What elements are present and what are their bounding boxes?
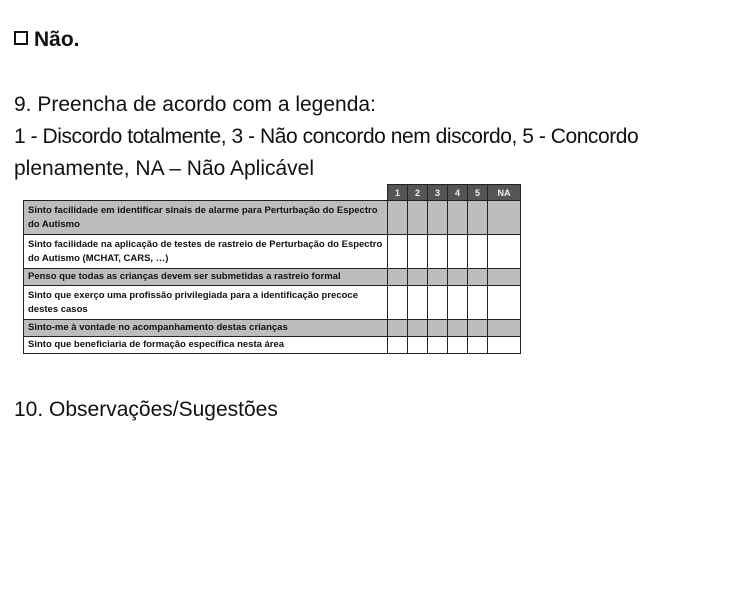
likert-table <box>23 184 521 354</box>
answer-cell-3[interactable] <box>428 269 448 286</box>
answer-cell-5[interactable] <box>468 337 488 354</box>
scale-header-3: 3 <box>428 185 448 201</box>
answer-cell-4[interactable] <box>448 269 468 286</box>
answer-cell-1[interactable] <box>388 235 408 269</box>
row-statement: Sinto que exerço uma profissão privilegiada para a identificação precoce destes casos <box>24 286 388 320</box>
checkbox-icon[interactable] <box>14 31 28 45</box>
answer-cell-4[interactable] <box>448 337 468 354</box>
scale-header-5: 5 <box>468 185 488 201</box>
answer-cell-1[interactable] <box>388 320 408 337</box>
answer-cell-5[interactable] <box>468 235 488 269</box>
answer-cell-na[interactable] <box>488 269 521 286</box>
answer-cell-na[interactable] <box>488 201 521 235</box>
scale-header-2: 2 <box>408 185 428 201</box>
answer-cell-2[interactable] <box>408 286 428 320</box>
answer-cell-1[interactable] <box>388 269 408 286</box>
answer-cell-4[interactable] <box>448 286 468 320</box>
answer-cell-4[interactable] <box>448 201 468 235</box>
answer-cell-2[interactable] <box>408 201 428 235</box>
answer-cell-3[interactable] <box>428 235 448 269</box>
answer-cell-1[interactable] <box>388 337 408 354</box>
answer-cell-2[interactable] <box>408 235 428 269</box>
answer-cell-na[interactable] <box>488 337 521 354</box>
option-no-label: Não. <box>34 28 80 51</box>
answer-cell-1[interactable] <box>388 286 408 320</box>
answer-cell-5[interactable] <box>468 269 488 286</box>
row-statement: Sinto-me à vontade no acompanhamento destas crianças <box>24 320 388 337</box>
row-statement: Penso que todas as crianças devem ser submetidas a rastreio formal <box>24 269 388 286</box>
table-row <box>24 320 521 337</box>
answer-cell-5[interactable] <box>468 286 488 320</box>
table-row <box>24 286 521 320</box>
row-statement: Sinto que beneficiaria de formação específica nesta área <box>24 337 388 354</box>
answer-cell-2[interactable] <box>408 337 428 354</box>
question-10-title: 10. Observações/Sugestões <box>14 398 278 421</box>
question-9-legend-line-2: plenamente, NA – Não Aplicável <box>14 157 315 180</box>
question-9-legend-line-1: 1 - Discordo totalmente, 3 - Não concordo nem discordo, 5 - Concordo <box>14 125 639 148</box>
answer-cell-2[interactable] <box>408 320 428 337</box>
table-row <box>24 337 521 354</box>
table-row <box>24 201 521 235</box>
answer-cell-na[interactable] <box>488 235 521 269</box>
answer-cell-3[interactable] <box>428 201 448 235</box>
answer-cell-na[interactable] <box>488 320 521 337</box>
row-statement: Sinto facilidade na aplicação de testes de rastreio de Perturbação do Espectro do Autismo (MCHAT, CARS, …) <box>24 235 388 269</box>
option-no <box>14 27 80 53</box>
scale-header-1: 1 <box>388 185 408 201</box>
answer-cell-5[interactable] <box>468 320 488 337</box>
answer-cell-3[interactable] <box>428 320 448 337</box>
scale-header-na: NA <box>488 185 521 201</box>
question-9-title: 9. Preencha de acordo com a legenda: <box>14 93 376 116</box>
answer-cell-1[interactable] <box>388 201 408 235</box>
table-row <box>24 269 521 286</box>
answer-cell-5[interactable] <box>468 201 488 235</box>
scale-header-row <box>24 185 521 201</box>
scale-header-4: 4 <box>448 185 468 201</box>
answer-cell-3[interactable] <box>428 337 448 354</box>
answer-cell-4[interactable] <box>448 320 468 337</box>
table-row <box>24 235 521 269</box>
row-statement: Sinto facilidade em identificar sinais de alarme para Perturbação do Espectro do Autismo <box>24 201 388 235</box>
answer-cell-3[interactable] <box>428 286 448 320</box>
answer-cell-4[interactable] <box>448 235 468 269</box>
answer-cell-2[interactable] <box>408 269 428 286</box>
answer-cell-na[interactable] <box>488 286 521 320</box>
table-corner <box>24 185 388 201</box>
